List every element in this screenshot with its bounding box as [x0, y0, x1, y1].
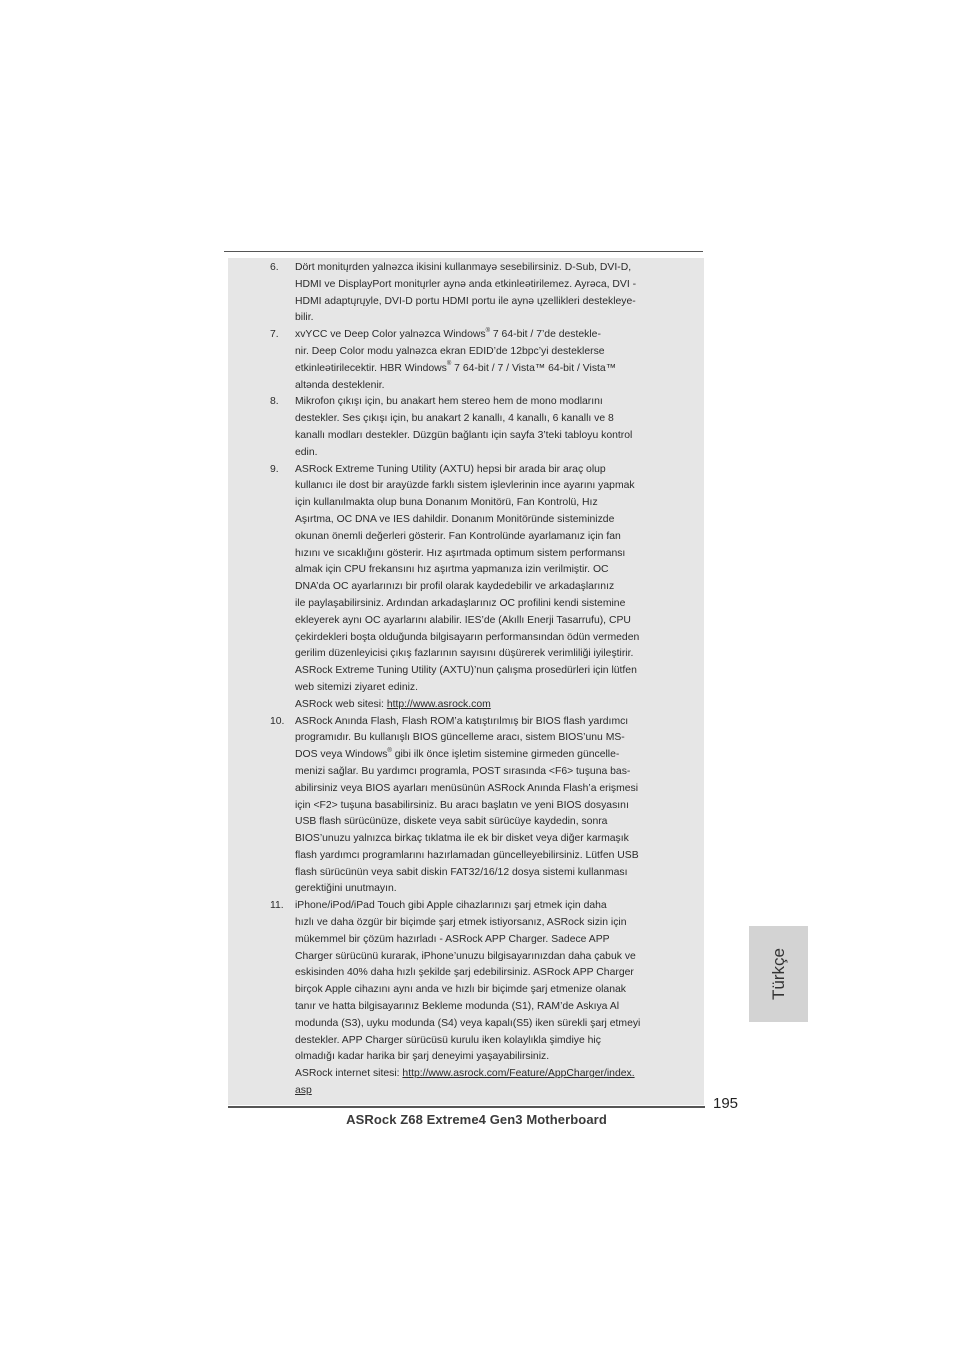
item-line: için kullanılmakta olup buna Donanım Monitörü, Fan Kontrolü, Hız [295, 497, 598, 509]
item-line: Dört monitųrden yalnəzca ikisini kullanmayə sesebilirsiniz. D-Sub, DVI-D, [295, 262, 632, 273]
item-line: Mikrofon çıkışı için, bu anakart hem stereo hem de mono modlarını [295, 396, 603, 408]
item-line: modunda (S3), uyku modunda (S4) veya kapalı(S5) iken sürekli şarj etmeyi [295, 1017, 641, 1029]
item-line: etkinleətirilecektir. HBR Windows® 7 64-bit / 7 / Vista™ 64-bit / Vista™ [295, 361, 617, 374]
top-rule [224, 251, 703, 252]
item-line: kullanıcı ile dost bir arayüzde farklı sistem işlevlerinin ince ayarını yapmak [295, 480, 635, 492]
item-line: ekleyerek aynı OC ayarlarını alabilir. IES’de (Akıllı Enerji Tasarrufu), CPU [295, 614, 631, 626]
item-line: birçok Apple cihazını aynı anda ve hızlı bir biçimde şarj etmenize olanak [295, 984, 626, 996]
item-line: gerektiğini unutmayın. [295, 883, 397, 895]
website-label: ASRock web sitesi: [295, 698, 387, 710]
item-line: almak için CPU frekansını hız aşırtma yapmanıza izin verilmiştir. OC [295, 564, 609, 576]
item-line: çekirdekleri boşta olduğunda bilgisayarın performansından ödün vermeden [295, 631, 640, 643]
item-line: tanır ve hatta bilgisayarınız Bekleme modunda (S1), RAM’de Askıya Al [295, 1001, 619, 1013]
item-line: gerilim düzenleyicisi çıkış fazlarının sayısını düşürerek verimliliği iyileştirir. [295, 648, 634, 660]
list-item [228, 714, 704, 899]
registered-mark: ® [446, 361, 452, 368]
item-line: HDMI adaptųrųyle, DVI-D portu HDMI portu ile aynə ųzellikleri destekleye- [295, 295, 636, 307]
item-line: ASRock Extreme Tuning Utility (AXTU) hepsi bir arada bir araç olup [295, 463, 606, 475]
item-line: menizi sağlar. Bu yardımcı programla, POST sırasında <F6> tuşuna bas- [295, 765, 631, 777]
item-line: destekler. Ses çıkışı için, bu anakart 2 kanallı, 4 kanallı, 6 kanallı ve 8 [295, 413, 614, 425]
item-line: ASRock Extreme Tuning Utility (AXTU)’nun çalışma prosedürleri için lütfen [295, 665, 637, 677]
item-line: DOS veya Windows® gibi ilk önce işletim sistemine girmeden güncelle- [295, 747, 620, 761]
item-number: 9. [270, 463, 279, 475]
list-item [228, 898, 704, 1100]
notes-list [228, 260, 704, 1100]
website-line [295, 1083, 670, 1100]
list-item [228, 394, 704, 461]
item-line: edin. [295, 446, 318, 458]
list-item [228, 327, 704, 394]
item-line: flash sürücünün veya sabit diskin FAT32/16/12 dosya sistemi kullanması [295, 866, 628, 878]
language-tab [749, 926, 808, 1022]
item-line: iPhone/iPod/iPad Touch gibi Apple cihazlarınızı şarj etmek için daha [295, 900, 607, 912]
item-line: BIOS’unuzu yalnızca birkaç tıklatma ile ek bir disket veya diğer karmaşık [295, 833, 629, 845]
item-line: eskisinden 40% daha hızlı şekilde şarj edebilirsiniz. ASRock APP Charger [295, 967, 634, 979]
language-label: Türkçe [768, 948, 788, 1000]
registered-mark: ® [485, 327, 490, 334]
website-line [295, 1066, 670, 1083]
list-item [228, 462, 704, 714]
item-line: bilir. [295, 312, 314, 324]
item-line: ile paylaşabilirsiniz. Ardından arkadaşlarınız OC profilini kendi sistemine [295, 597, 626, 609]
item-line: web sitemizi ziyaret ediniz. [295, 681, 418, 693]
item-line: mükemmel bir çözüm hazırladı - ASRock APP Charger. Sadece APP [295, 933, 610, 945]
item-line: hızlı ve daha özgür bir biçimde şarj etmek istiyorsanız, ASRock sizin için [295, 917, 627, 929]
item-number: 8. [270, 396, 279, 408]
item-line: destekler. APP Charger sürücüsü kurulu iken kolaylıkla şimdiye hiç [295, 1034, 601, 1046]
page-number: 195 [713, 1095, 739, 1112]
item-line: kanallı modları destekler. Düzgün bağlantı için sayfa 3’teki tabloyu kontrol [295, 429, 633, 441]
item-line: altənda desteklenir. [295, 379, 385, 391]
item-line: için <F2> tuşuna basabilirsiniz. Bu aracı başlatın ve yeni BIOS dosyasını [295, 799, 629, 811]
bottom-rule [228, 1106, 705, 1108]
item-line: xvYCC ve Deep Color yalnəzca Windows® 7 64-bit / 7’de destekle- [295, 327, 601, 341]
item-line: HDMI ve DisplayPort monitųrler aynə anda etkinleətirilemez. Ayrəca, DVI - [295, 278, 637, 290]
item-number: 7. [270, 329, 279, 341]
registered-mark: ® [387, 747, 392, 754]
footer-title: ASRock Z68 Extreme4 Gen3 Motherboard [346, 1112, 607, 1127]
item-number: 10. [270, 715, 285, 727]
item-line: nir. Deep Color modu yalnəzca ekran EDID’de 12bpc’yi desteklerse [295, 345, 605, 357]
item-line: Charger sürücünü kurarak, iPhone’unuzu bilgisayarınızdan daha çabuk ve [295, 950, 636, 962]
item-line: programıdır. Bu kullanışlı BIOS güncelleme aracı, sistem BIOS’unu MS- [295, 732, 625, 744]
website-label: ASRock internet sitesi: [295, 1068, 403, 1080]
item-line: DNA’da OC ayarlarınızı bir profil olarak kaydedebilir ve arkadaşlarınız [295, 581, 615, 593]
item-line: USB flash sürücünüze, diskete veya sabit sürücüye kaydedin, sonra [295, 816, 608, 828]
item-line: okunan önemli değerleri gösterir. Fan Kontrolünde ayarlamanız için fan [295, 530, 621, 542]
website-line [295, 697, 670, 714]
asrock-website-link[interactable]: http://www.asrock.com [386, 698, 491, 710]
item-line: ASRock Anında Flash, Flash ROM’a katıştırılmış bir BIOS flash yardımcı [295, 715, 629, 727]
item-number: 6. [270, 262, 279, 273]
item-line: hızını ve sıcaklığını gösterir. Hız aşırtmada optimum sistem performansı [295, 547, 626, 559]
app-charger-link[interactable]: http://www.asrock.com/Feature/AppCharger/index. [402, 1068, 635, 1080]
item-line: olmadığı kadar harika bir şarj deneyimi yaşayabilirsiniz. [295, 1051, 550, 1063]
app-charger-link-continued[interactable]: asp [295, 1085, 312, 1097]
item-number: 11. [270, 900, 284, 912]
item-line: Aşırtma, OC DNA ve IES dahildir. Donanım Monitöründe sisteminizde [295, 513, 615, 525]
item-line: flash yardımcı programlarını hazırlamadan güncelleyebilirsiniz. Lütfen USB [295, 849, 639, 861]
list-item [228, 260, 704, 327]
item-line: abilirsiniz veya BIOS ayarları menüsünün ASRock Anında Flash’a erişmesi [295, 782, 639, 794]
